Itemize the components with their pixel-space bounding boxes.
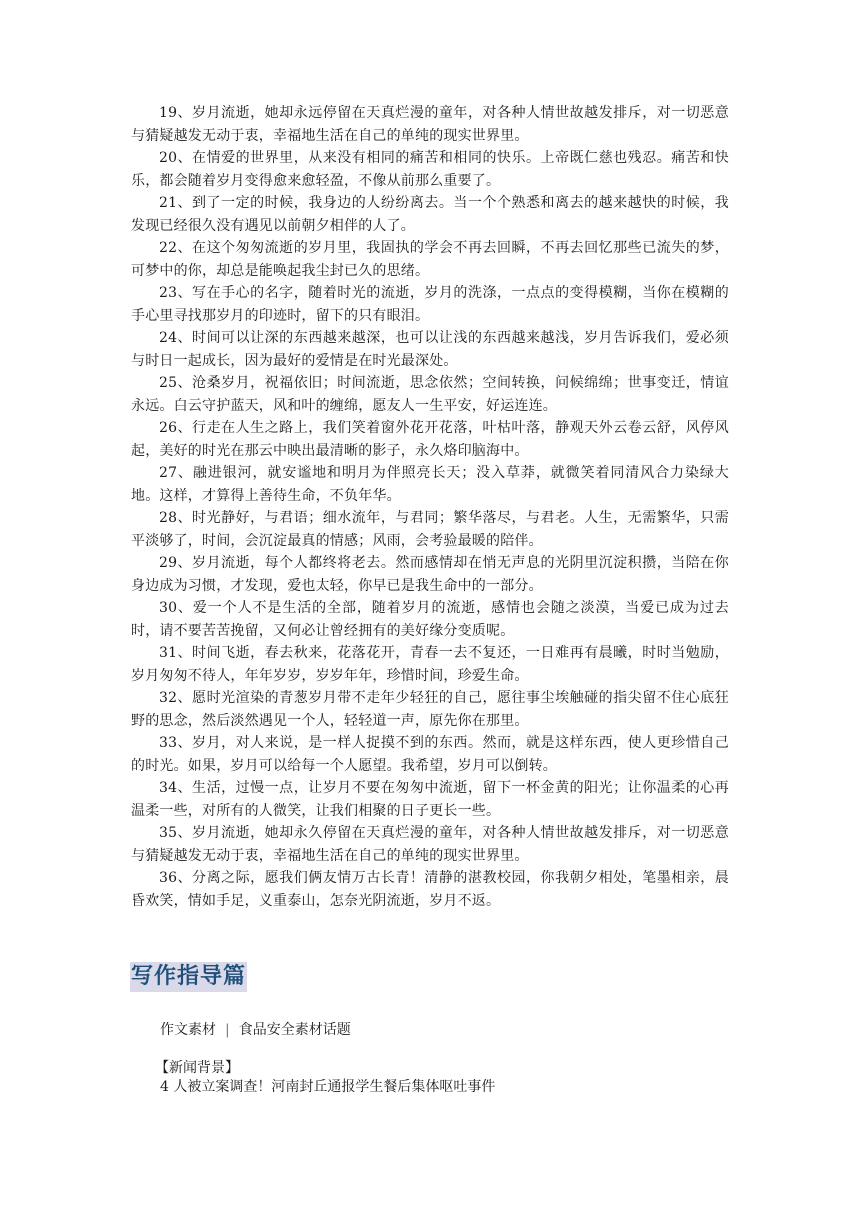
news-headline: 4 人被立案调查！河南封丘通报学生餐后集体呕吐事件 — [160, 1079, 496, 1095]
paragraph: 36、分离之际，愿我们俩友情万古长青！清静的湛教校园，你我朝夕相处，笔墨相亲，晨昏欢笑，情如手足，义重泰山，怎奈光阴流逝，岁月不返。 — [131, 870, 729, 909]
paragraph: 19、岁月流逝，她却永远停留在天真烂漫的童年，对各种人情世故越发排斥，对一切恶意与猜疑越发无动于衷，幸福地生活在自己的单纯的现实世界里。 — [131, 105, 729, 144]
crumb-separator: | — [225, 1022, 230, 1038]
paragraph: 24、时间可以让深的东西越来越深，也可以让浅的东西越来越浅，岁月告诉我们，爱必须与时日一起成长，因为最好的爱情是在时光最深处。 — [131, 330, 729, 369]
paragraph: 29、岁月流逝，每个人都终将老去。然而感情却在悄无声息的光阴里沉淀积攒，当陪在你身边成为习惯，才发现，爱也太轻，你早已是我生命中的一部分。 — [131, 555, 729, 594]
paragraph: 34、生活，过慢一点，让岁月不要在匆匆中流逝，留下一杯金黄的阳光；让你温柔的心再温柔一些，对所有的人微笑，让我们相聚的日子更长一些。 — [131, 780, 729, 819]
paragraph: 22、在这个匆匆流逝的岁月里，我固执的学会不再去回瞬，不再去回忆那些已流失的梦，可梦中的你，却总是能唤起我尘封已久的思绪。 — [131, 240, 729, 279]
paragraph-list — [131, 102, 729, 912]
breadcrumb — [160, 1020, 351, 1040]
paragraph: 26、行走在人生之路上，我们笑着窗外花开花落，叶枯叶落，静观天外云卷云舒，风停风起，美好的时光在那云中映出最清晰的影子，永久烙印脑海中。 — [131, 420, 729, 459]
section-title: 写作指导篇 — [130, 962, 247, 992]
crumb-topic: 食品安全素材话题 — [238, 1022, 351, 1038]
paragraph: 20、在情爱的世界里，从来没有相同的痛苦和相同的快乐。上帝既仁慈也残忍。痛苦和快乐，都会随着岁月变得愈来愈轻盈，不像从前那么重要了。 — [131, 150, 729, 189]
paragraph: 27、融进银河，就安谧地和明月为伴照亮长天；没入草莽，就微笑着同清风合力染绿大地。这样，才算得上善待生命，不负年华。 — [131, 465, 729, 504]
paragraph: 30、爱一个人不是生活的全部，随着岁月的流逝，感情也会随之淡漠，当爱已成为过去时，请不要苦苦挽留，又何必让曾经拥有的美好缘分变质呢。 — [131, 600, 729, 639]
paragraph: 25、沧桑岁月，祝福依旧；时间流逝，思念依然；空间转换，问候绵绵；世事变迁，情谊永远。白云守护蓝天，风和叶的缠绵，愿友人一生平安，好运连连。 — [131, 375, 729, 414]
crumb-category: 作文素材 — [160, 1022, 216, 1038]
paragraph: 23、写在手心的名字，随着时光的流逝，岁月的洗涤，一点点的变得模糊，当你在模糊的手心里寻找那岁月的印迹时，留下的只有眼泪。 — [131, 285, 729, 324]
paragraph: 35、岁月流逝，她却永久停留在天真烂漫的童年，对各种人情世故越发排斥，对一切恶意与猜疑越发无动于衷，幸福地生活在自己的单纯的现实世界里。 — [131, 825, 729, 864]
paragraph: 33、岁月，对人来说，是一样人捉摸不到的东西。然而，就是这样东西，使人更珍惜自己的时光。如果，岁月可以给每一个人愿望。我希望，岁月可以倒转。 — [131, 735, 729, 774]
news-background-label: 【新闻背景】 — [155, 1060, 239, 1076]
paragraph: 32、愿时光渲染的青葱岁月带不走年少轻狂的自己，愿往事尘埃触碰的指尖留不住心底狂野的思念，然后淡然遇见一个人，轻轻道一声，原先你在那里。 — [131, 690, 729, 729]
paragraph: 21、到了一定的时候，我身边的人纷纷离去。当一个个熟悉和离去的越来越快的时候，我发现已经很久没有遇见以前朝夕相伴的人了。 — [131, 195, 729, 234]
paragraph: 31、时间飞逝，春去秋来，花落花开，青春一去不复还，一日难再有晨曦，时时当勉励，岁月匆匆不待人，年年岁岁，岁岁年年，珍惜时间，珍爱生命。 — [131, 645, 729, 684]
paragraph: 28、时光静好，与君语；细水流年，与君同；繁华落尽，与君老。人生，无需繁华，只需平淡够了，时间，会沉淀最真的情感；风雨，会考验最暖的陪伴。 — [131, 510, 729, 549]
